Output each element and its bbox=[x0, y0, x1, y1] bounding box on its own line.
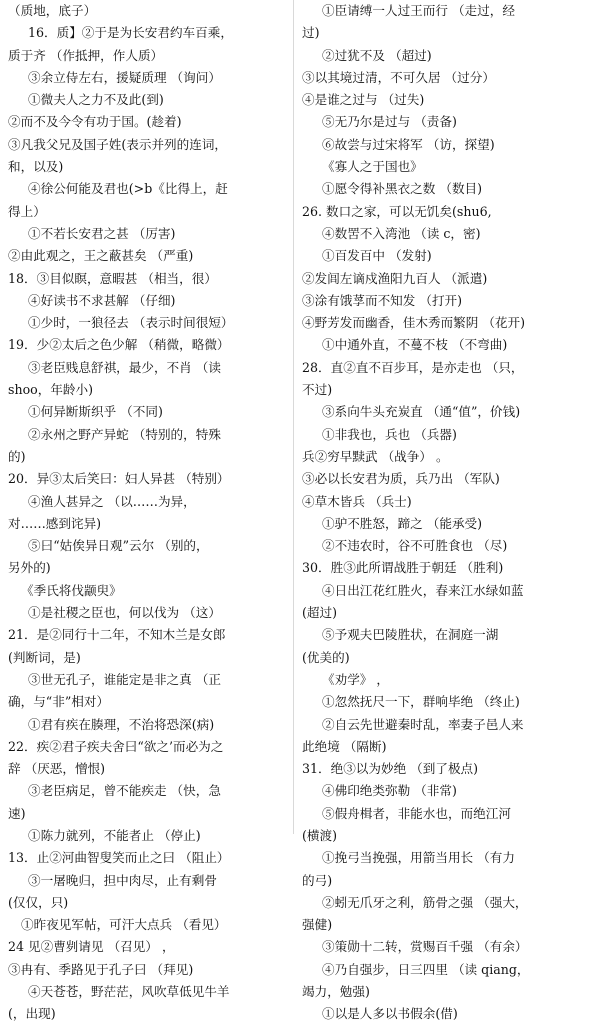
text-line: ④是谁之过与 （过失) bbox=[302, 92, 425, 108]
text-line: ⑥故尝与过宋将军 （访，探望) bbox=[322, 136, 495, 152]
text-line: ④野芳发而幽香，佳木秀而繁阴 （花开) bbox=[302, 315, 526, 331]
text-line: 28．直②直不百步耳，是亦走也 （只， bbox=[302, 359, 524, 375]
text-line: ③老臣贱息舒祺，最少，不肖 （读 bbox=[28, 359, 221, 375]
text-line: ③凡我父兄及国子姓(表示并列的连词， bbox=[8, 136, 228, 152]
text-line: ①驴不胜怒，蹄之 （能承受) bbox=[322, 515, 483, 531]
text-line: (仅仅，只) bbox=[8, 894, 69, 910]
text-line: 另外的) bbox=[8, 560, 51, 576]
text-line: (超过) bbox=[302, 605, 338, 621]
text-line: ②过犹不及 （超过) bbox=[322, 47, 432, 63]
text-line: 21．是②同行十二年，不知木兰是女郎 bbox=[8, 627, 226, 643]
text-line: ①昨夜见军帖，可汗大点兵 （看见） bbox=[21, 917, 227, 933]
text-line: ③世无孔子，谁能定是非之真 （正 bbox=[28, 671, 221, 687]
text-line: ④草木皆兵 （兵士) bbox=[302, 493, 412, 509]
text-line: ③系向牛头充炭直 （通“值”，价钱) bbox=[322, 404, 521, 420]
text-line: ④好读书不求甚解 （仔细) bbox=[28, 292, 176, 308]
text-line: 得上） bbox=[8, 203, 46, 219]
text-line: ②蚓无爪牙之利，筋骨之强 （强大， bbox=[322, 894, 528, 910]
text-line: ④天苍苍，野茫茫，风吹草低见牛羊 bbox=[28, 984, 230, 1000]
text-line: ①臣请缚一人过王而行 （走过，经 bbox=[322, 3, 515, 18]
text-line: 和，以及) bbox=[8, 159, 64, 175]
text-line: ①中通外直，不蔓不枝 （不弯曲) bbox=[322, 337, 508, 353]
text-line: ①君有疾在腠理，不治将恐深(病) bbox=[28, 716, 215, 732]
text-line: ①百发百中 （发射) bbox=[322, 248, 432, 264]
text-line: ③冉有、季路见于孔子曰 （拜见) bbox=[8, 961, 194, 977]
text-line: (判断词，是) bbox=[8, 649, 81, 665]
text-line: 强健) bbox=[302, 917, 333, 933]
text-line: ④渔人甚异之 （以……为异， bbox=[28, 493, 196, 509]
text-line: 13．止②河曲智叟笑而止之曰 （阻止） bbox=[8, 850, 230, 866]
text-line: ②不违农时，谷不可胜食也 （尽) bbox=[322, 538, 508, 554]
text-line: 30．胜③此所谓战胜于朝廷 （胜利) bbox=[302, 560, 504, 576]
text-line: 此绝境 （隔断) bbox=[302, 738, 387, 754]
text-line: 24 见②曹刿请见 （召见） ， bbox=[8, 939, 175, 955]
text-line: 《季氏将伐颛臾》 bbox=[21, 582, 122, 598]
text-line: ②由此观之，王之蔽甚矣 （严重) bbox=[8, 248, 194, 264]
text-line: (横渡) bbox=[302, 827, 338, 843]
left-column bbox=[8, 0, 286, 1022]
text-line: ①挽弓当挽强，用箭当用长 （有力 bbox=[322, 850, 515, 866]
text-line: ③策勋十二转，赏赐百千强 （有余） bbox=[322, 939, 528, 955]
text-line: ④徐公何能及君也(>b《比得上，赶 bbox=[28, 181, 228, 197]
text-line: ②自云先世避秦时乱，率妻子邑人来 bbox=[322, 716, 524, 732]
text-line: 《寡人之于国也》 bbox=[322, 159, 423, 175]
text-line: 《劝学》 ， bbox=[322, 671, 389, 687]
column-divider bbox=[293, 0, 294, 834]
text-line: ②发闾左谪戍渔阳九百人 （派遣) bbox=[302, 270, 488, 286]
text-line: ③必以长安君为质，兵乃出 （军队) bbox=[302, 471, 500, 487]
text-line: 质于齐 （作抵押，作人质） bbox=[8, 47, 164, 63]
text-line: (，出现) bbox=[8, 1006, 56, 1022]
text-line: ⑤予观夫巴陵胜状，在洞庭一湖 bbox=[322, 627, 499, 643]
text-line: 确，与“非”相对） bbox=[8, 694, 110, 710]
text-line: ⑤曰“姑俟异日观”云尔 （别的， bbox=[28, 538, 209, 554]
text-line: ①微夫人之力不及此(到) bbox=[28, 92, 164, 108]
text-line: ④日出江花红胜火，春来江水绿如蓝 bbox=[322, 582, 524, 598]
text-line: 兵②穷早黩武 （战争） 。 bbox=[302, 448, 449, 464]
text-line: 对……感到诧异) bbox=[8, 515, 102, 531]
text-line: 的弓) bbox=[302, 872, 333, 888]
text-line: （质地，底子） bbox=[8, 3, 97, 18]
text-line: ③一屠晚归，担中肉尽，止有剩骨 bbox=[28, 872, 217, 888]
text-line: ⑤无乃尔是过与 （责备) bbox=[322, 114, 457, 130]
text-line: ①以是人多以书假余(借) bbox=[322, 1006, 458, 1022]
text-line: ③余立侍左右，援疑质理 （询问） bbox=[28, 69, 221, 85]
text-line: 不过) bbox=[302, 382, 333, 398]
text-line: ②而不及今令有功于国。(趁着) bbox=[8, 114, 182, 130]
text-line: ①愿令得补黑衣之数 （数目) bbox=[322, 181, 483, 197]
text-line: ①不若长安君之甚 （厉害) bbox=[28, 225, 176, 241]
text-line: ①非我也，兵也 （兵器) bbox=[322, 426, 457, 442]
text-line: 31．绝③以为妙绝 （到了极点) bbox=[302, 761, 479, 777]
text-line: ①何异断斯织乎 （不同) bbox=[28, 404, 163, 420]
text-line: ③涂有饿莩而不知发 （打开) bbox=[302, 292, 463, 308]
text-line: 19．少②太后之色少解 （稍微，略微） bbox=[8, 337, 230, 353]
text-line: (优美的) bbox=[302, 649, 350, 665]
text-line: ④佛印绝类弥勒 （非常) bbox=[322, 783, 457, 799]
text-line: 22．疾②君子疾夫舍曰“欲之’而必为之 bbox=[8, 738, 224, 754]
text-line: ⑤假舟楫者，非能水也，而绝江河 bbox=[322, 805, 511, 821]
text-line: ①陈力就列，不能者止 （停止) bbox=[28, 827, 201, 843]
right-column bbox=[302, 0, 602, 1022]
text-line: ①忽然抚尺一下，群响毕绝 （终止) bbox=[322, 694, 520, 710]
text-line: 20．异③太后笑曰：妇人异甚 （特别） bbox=[8, 471, 230, 487]
text-line: ③老臣病足，曾不能疾走 （快，急 bbox=[28, 783, 221, 799]
text-line: ④乃自强步，日三四里 （读 qiang， bbox=[322, 961, 530, 977]
text-line: 18．③目似瞑，意暇甚 （相当，很） bbox=[8, 270, 217, 286]
text-line: ②永州之野产异蛇 （特别的，特殊 bbox=[28, 426, 221, 442]
text-line: ④数罟不入湾池 （读 c，密) bbox=[322, 225, 481, 241]
text-line: 速) bbox=[8, 805, 26, 821]
text-line: ①少时，一狼径去 （表示时间很短） bbox=[28, 315, 234, 331]
text-line: 16．质】②于是为长安君约车百乘， bbox=[28, 25, 233, 41]
text-line: 辞 （厌恶，憎恨) bbox=[8, 761, 106, 777]
text-line: 竭力，勉强) bbox=[302, 984, 370, 1000]
text-line: ③以其境过清，不可久居 （过分） bbox=[302, 69, 495, 85]
text-line: shoo，年龄小) bbox=[8, 382, 94, 398]
text-line: 的) bbox=[8, 448, 26, 464]
text-line: 过) bbox=[302, 25, 320, 41]
text-line: ①是社稷之臣也，何以伐为 （这） bbox=[28, 605, 221, 621]
text-line: 26. 数口之家，可以无饥矣(shu6, bbox=[302, 203, 492, 219]
